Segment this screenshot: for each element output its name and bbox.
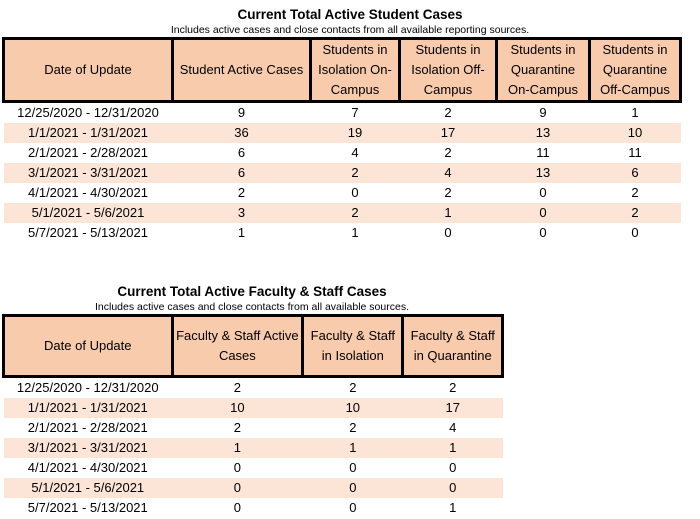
value-cell: 0 <box>303 478 403 498</box>
value-cell: 11 <box>536 145 550 160</box>
faculty-table-body <box>4 377 503 519</box>
value-cell: 1 <box>631 105 639 120</box>
value-cell: 4 <box>400 163 497 183</box>
value-cell: 2 <box>631 185 639 200</box>
header-date-of-update: Date of Update <box>4 39 173 102</box>
value-cell: 19 <box>311 123 400 143</box>
header-student-active-cases: Student Active Cases <box>173 39 311 102</box>
faculty-cases-subtitle: Includes active cases and close contacts from all available sources. <box>95 301 409 313</box>
date-cell: 4/1/2021 - 4/30/2021 <box>28 185 148 200</box>
header-quarantine-off-campus: Students in Quarantine Off-Campus <box>590 39 681 102</box>
table-row <box>4 123 681 143</box>
date-cell: 12/25/2020 - 12/31/2020 <box>17 105 159 120</box>
value-cell: 2 <box>444 145 452 160</box>
value-cell: 2 <box>449 380 457 395</box>
value-cell: 0 <box>631 225 639 240</box>
value-cell: 0 <box>497 203 590 223</box>
student-table-body <box>4 102 681 244</box>
value-cell: 2 <box>349 420 357 435</box>
value-cell: 1 <box>449 500 457 515</box>
value-cell: 0 <box>449 460 457 475</box>
header-isolation-on-campus: Students in Isolation On-Campus <box>311 39 400 102</box>
value-cell: 10 <box>590 123 681 143</box>
table-row <box>4 458 503 478</box>
date-cell: 2/1/2021 - 2/28/2021 <box>28 145 148 160</box>
value-cell: 2 <box>237 185 246 200</box>
value-cell: 36 <box>173 123 311 143</box>
value-cell: 10 <box>172 398 303 418</box>
date-cell: 5/7/2021 - 5/13/2021 <box>28 225 148 240</box>
date-cell: 5/1/2021 - 5/6/2021 <box>4 203 173 223</box>
table-row <box>4 498 503 518</box>
value-cell: 2 <box>349 380 357 395</box>
date-cell: 1/1/2021 - 1/31/2021 <box>4 123 173 143</box>
date-cell: 3/1/2021 - 3/31/2021 <box>4 163 173 183</box>
faculty-cases-table <box>2 314 504 518</box>
value-cell: 0 <box>539 185 547 200</box>
value-cell: 1 <box>237 225 246 240</box>
value-cell: 2 <box>444 105 452 120</box>
date-cell: 1/1/2021 - 1/31/2021 <box>4 398 173 418</box>
table-row <box>4 223 681 243</box>
value-cell: 0 <box>351 185 359 200</box>
value-cell: 3 <box>173 203 311 223</box>
date-cell: 5/1/2021 - 5/6/2021 <box>4 478 173 498</box>
student-table-header-row <box>4 39 681 102</box>
date-cell: 2/1/2021 - 2/28/2021 <box>27 420 148 435</box>
value-cell: 11 <box>628 145 642 160</box>
table-row <box>4 143 681 163</box>
value-cell: 1 <box>351 225 359 240</box>
table-row <box>4 398 503 418</box>
value-cell: 2 <box>233 420 241 435</box>
value-cell: 0 <box>172 478 303 498</box>
value-cell: 2 <box>590 203 681 223</box>
student-cases-subtitle: Includes active cases and close contacts from all available reporting sources. <box>170 24 530 36</box>
value-cell: 0 <box>349 460 357 475</box>
value-cell: 17 <box>403 398 503 418</box>
student-cases-title: Current Total Active Student Cases <box>237 7 463 22</box>
value-cell: 0 <box>349 500 357 515</box>
header-date-of-update: Date of Update <box>4 316 173 377</box>
value-cell: 2 <box>311 163 400 183</box>
table-row <box>4 183 681 203</box>
value-cell: 6 <box>590 163 681 183</box>
value-cell: 0 <box>403 478 503 498</box>
value-cell: 1 <box>400 203 497 223</box>
value-cell: 13 <box>497 163 590 183</box>
value-cell: 2 <box>233 380 241 395</box>
value-cell: 0 <box>539 225 547 240</box>
value-cell: 1 <box>303 438 403 458</box>
table-row <box>4 203 681 223</box>
table-row <box>4 377 503 399</box>
value-cell: 6 <box>173 163 311 183</box>
faculty-table-header-row <box>4 316 503 377</box>
student-cases-table <box>2 37 682 243</box>
table-row <box>4 418 503 438</box>
value-cell: 1 <box>403 438 503 458</box>
value-cell: 9 <box>539 105 547 120</box>
value-cell: 13 <box>497 123 590 143</box>
value-cell: 7 <box>351 105 359 120</box>
table-row <box>4 478 503 498</box>
header-isolation-off-campus: Students in Isolation Off-Campus <box>400 39 497 102</box>
date-cell: 3/1/2021 - 3/31/2021 <box>4 438 173 458</box>
value-cell: 17 <box>400 123 497 143</box>
value-cell: 2 <box>444 185 452 200</box>
value-cell: 0 <box>233 500 241 515</box>
value-cell: 2 <box>311 203 400 223</box>
student-cases-section <box>0 6 700 243</box>
faculty-cases-title: Current Total Active Faculty & Staff Cases <box>117 284 387 299</box>
date-cell: 12/25/2020 - 12/31/2020 <box>16 380 159 395</box>
date-cell: 4/1/2021 - 4/30/2021 <box>27 460 148 475</box>
value-cell: 9 <box>237 105 246 120</box>
faculty-cases-section <box>0 283 504 518</box>
value-cell: 10 <box>303 398 403 418</box>
value-cell: 0 <box>444 225 452 240</box>
value-cell: 6 <box>237 145 246 160</box>
value-cell: 0 <box>233 460 241 475</box>
header-faculty-quarantine: Faculty & Staff in Quarantine <box>403 316 503 377</box>
table-row <box>4 163 681 183</box>
header-faculty-isolation: Faculty & Staff in Isolation <box>303 316 403 377</box>
table-row <box>4 102 681 124</box>
value-cell: 4 <box>449 420 457 435</box>
table-row <box>4 438 503 458</box>
header-quarantine-on-campus: Students in Quarantine On-Campus <box>497 39 590 102</box>
header-faculty-active-cases: Faculty & Staff Active Cases <box>172 316 303 377</box>
value-cell: 4 <box>351 145 359 160</box>
date-cell: 5/7/2021 - 5/13/2021 <box>27 500 148 515</box>
value-cell: 1 <box>172 438 303 458</box>
